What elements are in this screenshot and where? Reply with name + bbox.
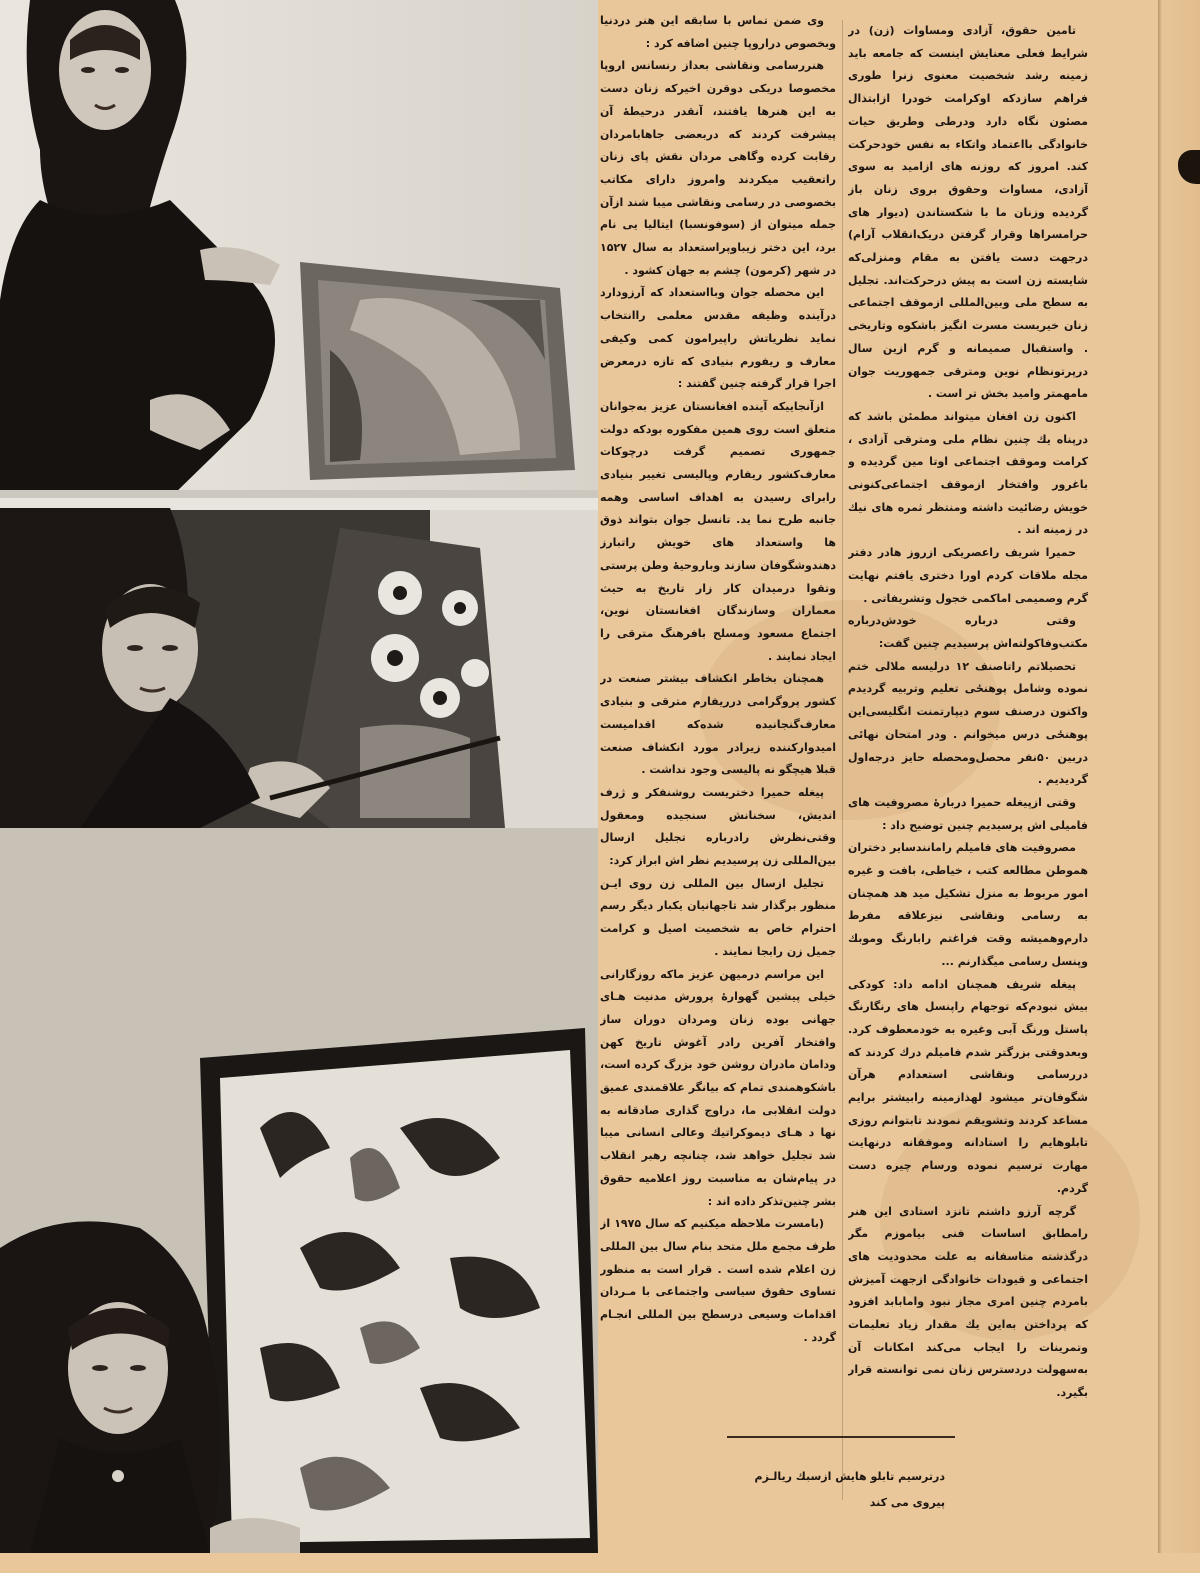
paragraph: وقتی درباره خودش‌درباره مکتب‌وفاکولته‌اش پرسیدیم چنین گفت: <box>848 614 1088 650</box>
paragraph: وقتی ازپیغله حمیرا دربارهٔ مصروفیت های فامیلی اش پرسیدیم چنین توضیح داد : <box>848 795 1088 832</box>
photo-1-image <box>0 0 598 498</box>
adjacent-page-edge <box>1158 0 1200 1553</box>
photo-woman-painting-flowers <box>0 498 598 828</box>
paragraph: وی ضمن تماس با سابقه این هنر دردنیا وبخصوص دراروپا چنین اضافه کرد : <box>600 14 836 50</box>
photo-woman-with-framed-painting <box>0 828 598 1553</box>
paragraph: اکنون زن افغان میتواند مطمئن باشد که درپناه یك چنین نظام ملی ومترقی آزادی ، کرامت وموقف اجتماعی اوتا مین گردیده و باغرور وافتخار ازموقف اجتماعی‌کنونی خویش رضائیت داشته ومنتظر ثمره های نیك در زمینه اند . <box>848 409 1088 537</box>
paragraph: پیغله شریف همچنان ادامه داد: کودکی بیش نبودم‌که توجهام راپنسل های رنگارنگ پاستل ورنگ آبی وغیره به خودمعطوف کرد. وبعدوقتی بزرگتر شدم فامیلم درك کردند که دررسامی ونقاشی استعدادم هرآن شگوفان‌تر میشود لهذازمینه رابیشتر برایم مساعد کردند وتشویقم نمودند تابتوانم روزی تابلوهایم را استادانه وموفقانه درنهایت مهارت ترسیم نموده ورسام چیره دست گردم. <box>848 977 1088 1195</box>
column-divider <box>842 20 843 1500</box>
article-right-column <box>848 0 1088 1573</box>
paragraph: ازآنجاییکه آینده افغانستان عزیز به‌جوانان متعلق است روی همین مفکوره بودکه دولت جمهوری تصمیم گرفت درچوکات معارف‌کشور ریفارم وپالیسی تغییر بنیادی رابرای رسیدن به اهداف اساسی وهمه جانبه طرح نما ید. تانسل جوان بتواند ذوق ها واستعداد های خویش راتبارز دهندوشگوفان سازند وباروحیهٔ وطن پرستی وتقوا درمیدان کار زار تاریخ به حیث معماران وسازندگان افغانستان نوین، اجتماع مسعود ومسلح بافرهنگ مترقی را ایجاد نمایند . <box>600 399 836 663</box>
article-middle-column <box>600 0 836 1563</box>
paragraph: حمیرا شریف راعصریکی ازروز هادر دفتر مجله ملاقات کردم اورا دختری یافتم نهایت گرم وصمیمی اماکمی خجول وتشریفاتی . <box>848 546 1088 605</box>
caption-rule <box>727 1436 955 1438</box>
paragraph: تحصیلاتم راتاصنف ۱۲ درلیسه ملالی ختم نموده وشامل پوهنځی تعلیم وتربیه گردیدم واکنون درصنف سوم دیپارتمنت انگلیسی‌این پوهنځی درس میخوانم . ودر امتحان نهائی دربین ۵۰نفر محصل‌ومحصله حایز درجه‌اول گردیدیم . <box>848 659 1088 787</box>
paragraph: (بامسرت ملاحظه میکنیم که سال ۱۹۷۵ از طرف مجمع ملل متحد بنام سال بین المللی زن اعلام شده است . قرار است به منظور تساوی حقوق سیاسی واجتماعی با مـردان اقدامات وسیعی درسطح بین المللی انجـام گردد . <box>600 1217 836 1344</box>
paragraph: پیغله حمیرا دختریست روشنفکر و ژرف اندیش، سخنانش سنجیده ومعقول وقتی‌نظرش رادرباره تجلیل ازسال بین‌المللی زن پرسیدیم نظر اش ابراز کرد: <box>600 785 836 868</box>
paragraph: گرچه آرزو داشتم تانزد استادی این هنر رامطابق اساسات فنی بیاموزم مگر درگذشته متاسفانه به علت محدودیت های اجتماعی و قیودات خانوادگی ازجهت آمیزش بامردم چنین امری مجاز نبود وامابابد افزود که پرداختن به‌این یك مقدار زیاد تعلیمات وتمرینات را ایجاب می‌کند امکانات آن به‌سهولت دردسترس زنان نمی توانسته قرار بگیرد. <box>848 1204 1088 1400</box>
paragraph: مصروفیت های فامیلم رامانندسایر دختران هموطن مطالعه کتب ، خیاطی، بافت و غیره امور مربوط به منزل تشکیل مید هد همچنان به رسامی ونقاشی نیزعلاقه مفرط دارم‌وهمیشه وقت فراغتم رابارنگ وموبك وپنسل رسامی میگذارنم ... <box>848 841 1088 968</box>
photo-2-image <box>0 498 598 828</box>
photo-woman-with-canvas <box>0 0 598 498</box>
paragraph: این مراسم درمیهن عزیز ماکه روزگارانی خیلی پیشین گهوارهٔ پرورش مدنیت هـای جهانی بوده زنان ومردان دوران ساز وافتخار آفرین رادر آغوش تاریخ کهن ودامان مادران روشن خود بزرگ کرده است، باشکوهمندی تمام که بیانگر علاقمندی عمیق دولت انقلابی ما، دراوج گذاری صادقانه به نها د هـای دیموکراتیك وعالی انسانی میبا شد تجلیل خواهد شد، چنانچه رهبر انقلاب در پیام‌شان به مناسبت روز اعلامیه حقوق بشر چنین‌تذکر داده اند : <box>600 967 836 1208</box>
photo-column <box>0 0 598 1553</box>
paragraph: همچنان بخاطر انکشاف بیشتر صنعت در کشور پروگرامی درریفارم مترقی و بنیادی معارف‌گنجانیده شده‌که اقدامیست امیدوارکننده زیرادر مورد انکشاف صنعت قبلا هیچگو نه پالیسی وجود نداشت . <box>600 672 836 777</box>
paragraph: هنررسامی ونقاشی بعداز رنسانس اروپا مخصوصا دریکی دوقرن اخیرکه زنان دست به این هنرها یافتند، آنقدر درحیطهٔ آن پیشرفت کردند که دربعضی جاهابامردان رقابت کرده وگاهی مردان نقش پای زنان راتعقیب میکردند وامروز دارای مکاتب بخصوصی در رسامی ونقاشی میبا شند ازآن جمله میتوان از (سوفونسبا) ایتالیا یی نام برد، این دختر زیباوپراستعداد به سال ۱۵۲۷ در شهر (کرمون) چشم به جهان کشود . <box>600 59 836 277</box>
paragraph: تامین حقوق، آزادی ومساوات (زن) در شرایط فعلی معنایش اینست که جامعه باید زمینه رشد شخصیت معنوی زنرا طوری فراهم سازدکه اوکرامت خودرا ازابتذال مصئون نگاه دارد ودرطی وطریق حیات خانوادگی بااعتماد واتکاء به نفس خودحرکت کند. امروز که روزنه های ازامید به سوی آزادی، مساوات وحقوق بروی زنان باز گردیده وزنان ما با شکستاندن (دیوار های حرامسراها وقرار گرفتن دریک‌انقلاب آرام) درجهت دست یافتن به مقام ومنزلی‌که شایسته زن است به پیش درحرکت‌اند. تجلیل به سطح ملی وبین‌المللی ازموقف اجتماعی زنان خیریست مسرت انگیز باشکوه وتاریخی . واستقبال صمیمانه و گرم ازین سال درپرتونظام نوین ومترقی جمهوریت جوان مامهمتر وامید بخش تر است . <box>848 24 1088 401</box>
photo-3-image <box>0 828 598 1553</box>
photo-caption: درترسیم تابلو هایش ازسبك ریالـزم پیروی می کند <box>754 1470 945 1509</box>
paragraph: این محصله جوان وبااستعداد که آرزودارد درآینده وظیفه مقدس معلمی راانتخاب نماید نظریاتش راپیرامون کمی وکیفی معارف و ریفورم بنیادی که تازه درمعرض اجرا قرار گرفته چنین گفتند : <box>600 286 836 391</box>
paragraph: تجلیل ازسال بین المللی زن روی ایـن منظور برگذار شد تاجهانیان یکبار دیگر رسم احترام خاص به شخصیت اصیل و کرامت جمیل زن رابجا نمایند . <box>600 876 836 958</box>
